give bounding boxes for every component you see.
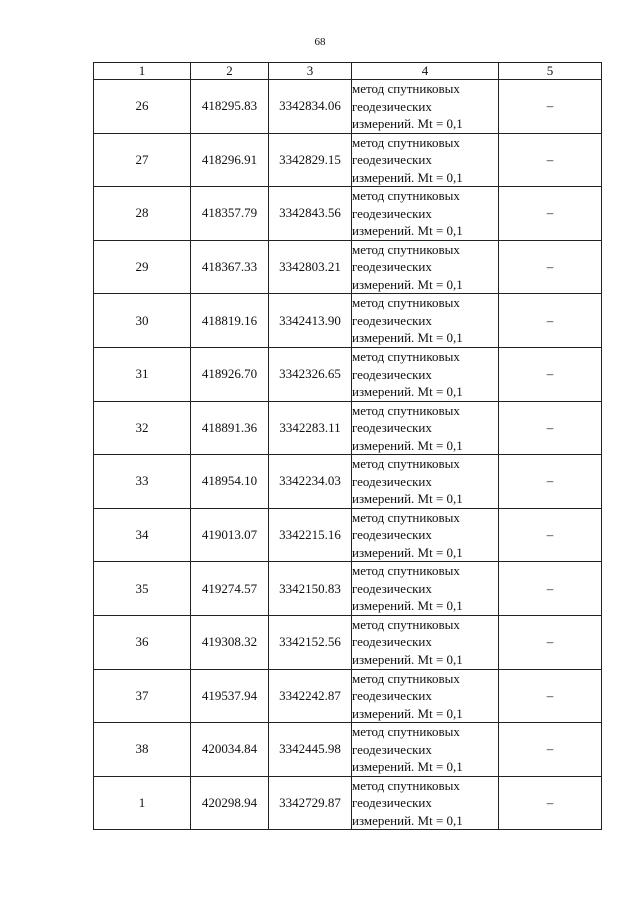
y-coordinate-cell: 3342829.15 bbox=[269, 133, 352, 187]
x-coordinate-cell: 418819.16 bbox=[191, 294, 269, 348]
y-coordinate-cell: 3342242.87 bbox=[269, 669, 352, 723]
method-cell bbox=[352, 294, 499, 348]
y-coordinate-cell: 3342834.06 bbox=[269, 80, 352, 134]
method-text-line: геодезических bbox=[352, 688, 432, 704]
method-text-line: измерений. Mt = 0,1 bbox=[352, 812, 463, 828]
x-coordinate-cell: 418954.10 bbox=[191, 455, 269, 509]
point-number-cell: 37 bbox=[94, 669, 191, 723]
method-text-line: геодезических bbox=[352, 420, 432, 436]
method-text-line: измерений. Mt = 0,1 bbox=[352, 598, 463, 614]
method-cell bbox=[352, 615, 499, 669]
method-cell bbox=[352, 455, 499, 509]
method-text-line: геодезических bbox=[352, 312, 432, 328]
x-coordinate-cell: 419308.32 bbox=[191, 615, 269, 669]
note-cell: – bbox=[499, 669, 602, 723]
y-coordinate-cell: 3342152.56 bbox=[269, 615, 352, 669]
method-cell bbox=[352, 133, 499, 187]
note-cell: – bbox=[499, 615, 602, 669]
method-text-line: метод спутниковых bbox=[352, 777, 460, 793]
table-row bbox=[94, 80, 602, 134]
method-text-line: геодезических bbox=[352, 473, 432, 489]
y-coordinate-cell: 3342150.83 bbox=[269, 562, 352, 616]
method-cell bbox=[352, 508, 499, 562]
method-text-line: метод спутниковых bbox=[352, 134, 460, 150]
y-coordinate-cell: 3342729.87 bbox=[269, 776, 352, 830]
method-text-line: измерений. Mt = 0,1 bbox=[352, 491, 463, 507]
method-text-line: геодезических bbox=[352, 741, 432, 757]
method-cell bbox=[352, 347, 499, 401]
x-coordinate-cell: 419274.57 bbox=[191, 562, 269, 616]
method-text-line: метод спутниковых bbox=[352, 616, 460, 632]
header-col-5: 5 bbox=[499, 63, 602, 80]
point-number-cell: 1 bbox=[94, 776, 191, 830]
method-text-line: метод спутниковых bbox=[352, 241, 460, 257]
header-col-2: 2 bbox=[191, 63, 269, 80]
y-coordinate-cell: 3342215.16 bbox=[269, 508, 352, 562]
method-text-line: метод спутниковых bbox=[352, 509, 460, 525]
method-text-line: метод спутниковых bbox=[352, 81, 460, 97]
method-text-line: измерений. Mt = 0,1 bbox=[352, 276, 463, 292]
point-number-cell: 31 bbox=[94, 347, 191, 401]
note-cell: – bbox=[499, 347, 602, 401]
method-text-line: метод спутниковых bbox=[352, 670, 460, 686]
method-cell bbox=[352, 776, 499, 830]
method-text-line: геодезических bbox=[352, 98, 432, 114]
method-text-line: измерений. Mt = 0,1 bbox=[352, 384, 463, 400]
note-cell: – bbox=[499, 401, 602, 455]
header-col-3: 3 bbox=[269, 63, 352, 80]
method-text-line: метод спутниковых bbox=[352, 724, 460, 740]
x-coordinate-cell: 418926.70 bbox=[191, 347, 269, 401]
method-text-line: измерений. Mt = 0,1 bbox=[352, 169, 463, 185]
table-row bbox=[94, 669, 602, 723]
y-coordinate-cell: 3342326.65 bbox=[269, 347, 352, 401]
method-text-line: измерений. Mt = 0,1 bbox=[352, 330, 463, 346]
table-row bbox=[94, 187, 602, 241]
method-text-line: геодезических bbox=[352, 527, 432, 543]
page-number: 68 bbox=[314, 36, 326, 48]
method-text-line: измерений. Mt = 0,1 bbox=[352, 116, 463, 132]
method-text-line: геодезических bbox=[352, 795, 432, 811]
x-coordinate-cell: 420034.84 bbox=[191, 723, 269, 777]
point-number-cell: 27 bbox=[94, 133, 191, 187]
point-number-cell: 36 bbox=[94, 615, 191, 669]
method-text-line: метод спутниковых bbox=[352, 456, 460, 472]
method-text-line: измерений. Mt = 0,1 bbox=[352, 651, 463, 667]
x-coordinate-cell: 418367.33 bbox=[191, 240, 269, 294]
method-text-line: измерений. Mt = 0,1 bbox=[352, 544, 463, 560]
method-text-line: измерений. Mt = 0,1 bbox=[352, 759, 463, 775]
x-coordinate-cell: 419537.94 bbox=[191, 669, 269, 723]
method-cell bbox=[352, 669, 499, 723]
header-col-1: 1 bbox=[94, 63, 191, 80]
x-coordinate-cell: 418891.36 bbox=[191, 401, 269, 455]
point-number-cell: 26 bbox=[94, 80, 191, 134]
note-cell: – bbox=[499, 508, 602, 562]
y-coordinate-cell: 3342445.98 bbox=[269, 723, 352, 777]
point-number-cell: 29 bbox=[94, 240, 191, 294]
method-text-line: геодезических bbox=[352, 634, 432, 650]
note-cell: – bbox=[499, 723, 602, 777]
y-coordinate-cell: 3342803.21 bbox=[269, 240, 352, 294]
method-text-line: геодезических bbox=[352, 259, 432, 275]
method-cell bbox=[352, 80, 499, 134]
table-row bbox=[94, 776, 602, 830]
table-row bbox=[94, 723, 602, 777]
note-cell: – bbox=[499, 455, 602, 509]
y-coordinate-cell: 3342283.11 bbox=[269, 401, 352, 455]
table-row bbox=[94, 562, 602, 616]
table-row bbox=[94, 294, 602, 348]
method-cell bbox=[352, 240, 499, 294]
note-cell: – bbox=[499, 562, 602, 616]
x-coordinate-cell: 419013.07 bbox=[191, 508, 269, 562]
note-cell: – bbox=[499, 133, 602, 187]
method-text-line: геодезических bbox=[352, 205, 432, 221]
method-text-line: метод спутниковых bbox=[352, 563, 460, 579]
point-number-cell: 28 bbox=[94, 187, 191, 241]
point-number-cell: 32 bbox=[94, 401, 191, 455]
note-cell: – bbox=[499, 240, 602, 294]
point-number-cell: 34 bbox=[94, 508, 191, 562]
table-row bbox=[94, 240, 602, 294]
method-cell bbox=[352, 401, 499, 455]
note-cell: – bbox=[499, 294, 602, 348]
table-row bbox=[94, 615, 602, 669]
table-row bbox=[94, 455, 602, 509]
method-text-line: геодезических bbox=[352, 152, 432, 168]
note-cell: – bbox=[499, 187, 602, 241]
note-cell: – bbox=[499, 776, 602, 830]
coordinates-table bbox=[93, 62, 602, 830]
method-cell bbox=[352, 187, 499, 241]
table-body bbox=[94, 80, 602, 830]
x-coordinate-cell: 418357.79 bbox=[191, 187, 269, 241]
method-text-line: геодезических bbox=[352, 366, 432, 382]
point-number-cell: 30 bbox=[94, 294, 191, 348]
method-text-line: метод спутниковых bbox=[352, 188, 460, 204]
header-col-4: 4 bbox=[352, 63, 499, 80]
method-text-line: метод спутниковых bbox=[352, 295, 460, 311]
table-row bbox=[94, 508, 602, 562]
point-number-cell: 35 bbox=[94, 562, 191, 616]
method-text-line: измерений. Mt = 0,1 bbox=[352, 705, 463, 721]
method-cell bbox=[352, 723, 499, 777]
method-cell bbox=[352, 562, 499, 616]
method-text-line: метод спутниковых bbox=[352, 349, 460, 365]
x-coordinate-cell: 418296.91 bbox=[191, 133, 269, 187]
table-row bbox=[94, 347, 602, 401]
y-coordinate-cell: 3342843.56 bbox=[269, 187, 352, 241]
method-text-line: геодезических bbox=[352, 580, 432, 596]
method-text-line: измерений. Mt = 0,1 bbox=[352, 437, 463, 453]
note-cell: – bbox=[499, 80, 602, 134]
point-number-cell: 33 bbox=[94, 455, 191, 509]
y-coordinate-cell: 3342234.03 bbox=[269, 455, 352, 509]
point-number-cell: 38 bbox=[94, 723, 191, 777]
x-coordinate-cell: 418295.83 bbox=[191, 80, 269, 134]
table-header-row bbox=[94, 63, 602, 80]
table-row bbox=[94, 401, 602, 455]
table-row bbox=[94, 133, 602, 187]
y-coordinate-cell: 3342413.90 bbox=[269, 294, 352, 348]
method-text-line: измерений. Mt = 0,1 bbox=[352, 223, 463, 239]
method-text-line: метод спутниковых bbox=[352, 402, 460, 418]
x-coordinate-cell: 420298.94 bbox=[191, 776, 269, 830]
